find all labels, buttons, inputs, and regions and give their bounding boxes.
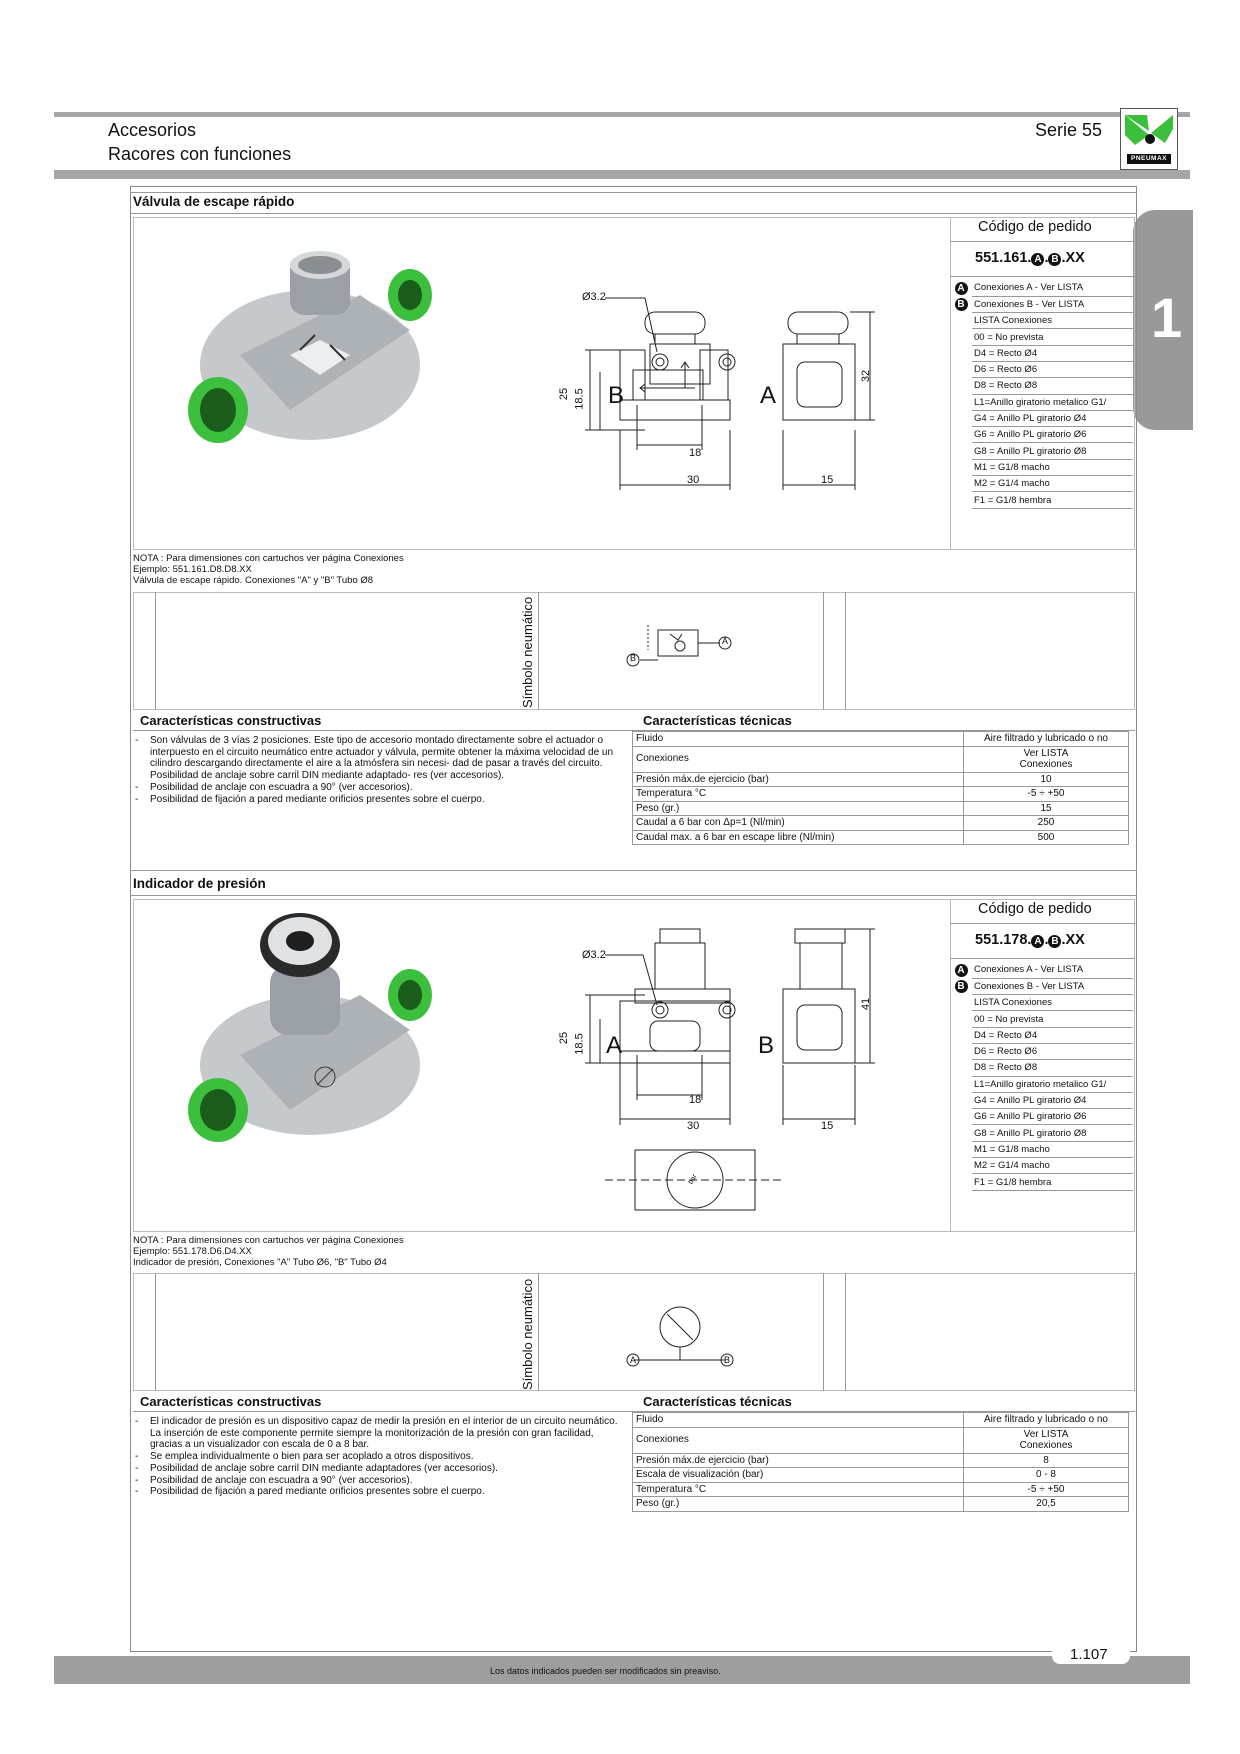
feature-item: - Se emplea individualmente o bien para ser acoplado a otros dispositivos.	[133, 1451, 627, 1463]
order-row-key	[950, 492, 972, 508]
order-row-key	[950, 1141, 972, 1157]
order-title: Código de pedido	[978, 901, 1092, 917]
order-row	[950, 492, 1133, 508]
order-row-key	[950, 345, 972, 361]
order-code-suffix: .XX	[1061, 250, 1085, 266]
tech-value: 20,5	[964, 1497, 1129, 1512]
order-row-key	[950, 280, 972, 296]
tech-row	[633, 1497, 1129, 1512]
tech-label: Fluido	[633, 1413, 964, 1428]
order-row-text: 00 = No prevista	[972, 1011, 1133, 1027]
order-row	[950, 361, 1133, 377]
order-key-badge: A	[955, 964, 968, 977]
tech-value: Aire filtrado y lubricado o no	[964, 1413, 1129, 1428]
brand-logo	[1120, 108, 1178, 170]
tech-row	[633, 787, 1129, 802]
order-row-text: D6 = Recto Ø6	[972, 1043, 1133, 1059]
dim-30: 30	[687, 474, 700, 486]
order-row-text: G8 = Anillo PL giratorio Ø8	[972, 1125, 1133, 1141]
divider	[950, 276, 1135, 277]
order-row	[950, 1141, 1133, 1157]
tech-row	[633, 746, 1129, 772]
constr-title: Características constructivas	[140, 1394, 322, 1409]
order-row	[950, 995, 1133, 1011]
order-row-text: M1 = G1/8 macho	[972, 459, 1133, 475]
tech-value: 15	[964, 801, 1129, 816]
order-row-key	[950, 1027, 972, 1043]
pressure-gauge-symbol	[625, 1305, 735, 1375]
header-title-line1: Accesorios	[108, 120, 197, 140]
dim-18-5: 18.5	[573, 388, 586, 410]
tech-label: Caudal max. a 6 bar en escape libre (Nl/min)	[633, 830, 964, 845]
order-row	[950, 962, 1133, 978]
divider	[130, 213, 1137, 214]
divider	[950, 241, 1135, 242]
tech-row	[633, 732, 1129, 747]
symbol-label: Símbolo neumático	[520, 596, 535, 708]
note-line: NOTA : Para dimensiones con cartuchos ver página Conexiones	[133, 553, 404, 564]
order-code-prefix: 551.178.	[975, 932, 1032, 948]
order-row-key	[950, 1174, 972, 1190]
tech-value: Ver LISTA Conexiones	[964, 746, 1129, 772]
order-row-text: G8 = Anillo PL giratorio Ø8	[972, 443, 1133, 459]
divider	[130, 895, 1137, 896]
order-code-b: B	[1048, 253, 1061, 266]
section1-title: Válvula de escape rápido	[133, 194, 295, 209]
dim-41: 41	[860, 997, 873, 1011]
order-row-key	[950, 394, 972, 410]
note-line: Indicador de presión, Conexiones "A" Tubo Ø6, "B" Tubo Ø4	[133, 1257, 387, 1268]
dim-d32: Ø3.2	[582, 949, 606, 961]
order-row-key	[950, 995, 972, 1011]
order-row-key	[950, 1109, 972, 1125]
order-row-key	[950, 361, 972, 377]
order-row-text: L1=Anillo giratorio metalico G1/	[972, 394, 1133, 410]
tech-row	[633, 1468, 1129, 1483]
tech-value: 8	[964, 1453, 1129, 1468]
note-line: NOTA : Para dimensiones con cartuchos ver página Conexiones	[133, 1235, 404, 1246]
order-row-key	[950, 443, 972, 459]
section2-title: Indicador de presión	[133, 876, 266, 891]
order-row-text: Conexiones A - Ver LISTA	[972, 280, 1133, 296]
order-row	[950, 427, 1133, 443]
tech-value: 10	[964, 772, 1129, 787]
constr-title: Características constructivas	[140, 713, 322, 728]
order-row	[950, 459, 1133, 475]
order-title: Código de pedido	[978, 219, 1092, 235]
order-code-dot: .	[1044, 250, 1049, 266]
order-row	[950, 1011, 1133, 1027]
order-row	[950, 1125, 1133, 1141]
order-row-key	[950, 978, 972, 994]
feature-item: - Posibilidad de fijación a pared mediante orificios presentes sobre el cuerpo.	[133, 1486, 627, 1498]
header-title-line2: Racores con funciones	[108, 144, 292, 164]
dim-18: 18	[689, 1094, 702, 1106]
order-row-text: Conexiones B - Ver LISTA	[972, 296, 1133, 312]
section1-note	[133, 553, 404, 586]
port-a-label: A	[606, 1032, 623, 1059]
order-row	[950, 1158, 1133, 1174]
header-top-rule	[54, 112, 1190, 117]
order-row	[950, 443, 1133, 459]
tech-label: Conexiones	[633, 1427, 964, 1453]
symbol-port-b: B	[630, 653, 637, 663]
feature-item: - Posibilidad de anclaje sobre carril DIN mediante adaptadores (ver accesorios).	[133, 1463, 627, 1475]
tech-label: Fluido	[633, 732, 964, 747]
order-row-text: D4 = Recto Ø4	[972, 1027, 1133, 1043]
header-bottom-rule	[54, 170, 1190, 179]
tech-label: Conexiones	[633, 746, 964, 772]
tech-row	[633, 1453, 1129, 1468]
section1-tech-table	[632, 731, 1129, 845]
order-row	[950, 394, 1133, 410]
tech-row	[633, 1413, 1129, 1428]
order-row-text: LISTA Conexiones	[972, 313, 1133, 329]
order-row-text: F1 = G1/8 hembra	[972, 492, 1133, 508]
order-row	[950, 1109, 1133, 1125]
divider	[845, 1273, 846, 1391]
order-row-key	[950, 1076, 972, 1092]
section1-features	[133, 735, 627, 805]
order-code-a: A	[1031, 253, 1044, 266]
order-row-key	[950, 378, 972, 394]
section2-features	[133, 1416, 627, 1498]
port-b-label: B	[608, 382, 625, 409]
order-row-key	[950, 296, 972, 312]
order-row	[950, 1076, 1133, 1092]
order-row-text: G4 = Anillo PL giratorio Ø4	[972, 1092, 1133, 1108]
tech-row	[633, 1482, 1129, 1497]
quick-exhaust-valve-photo	[180, 235, 450, 460]
order-row	[950, 1043, 1133, 1059]
feature-item: - Son válvulas de 3 vías 2 posiciones. Este tipo de accesorio montado directamente sobre el actuador o interpuesto en el circuito neumático entre actuador y válvula, permite obtener la máxima velocidad de un cilindro descargando directamente el aire a la atmósfera sin necesi- dad de pasar a través del circuito. Posibilidad de anclaje sobre carril DIN mediante adaptado- res (ver accesorios).	[133, 735, 627, 782]
order-row-text: G6 = Anillo PL giratorio Ø6	[972, 1109, 1133, 1125]
order-row-key	[950, 962, 972, 978]
order-row-key	[950, 1158, 972, 1174]
page-number: 1.107	[1070, 1646, 1108, 1663]
port-b-label: B	[758, 1032, 775, 1059]
order-row	[950, 345, 1133, 361]
order-row-key	[950, 1011, 972, 1027]
order-row-text: M1 = G1/8 macho	[972, 1141, 1133, 1157]
order-row-key	[950, 329, 972, 345]
order-row-text: M2 = G1/4 macho	[972, 476, 1133, 492]
order-code	[975, 250, 1085, 266]
feature-item: - Posibilidad de fijación a pared mediante orificios presentes sobre el cuerpo.	[133, 794, 627, 806]
tech-value: 0 - 8	[964, 1468, 1129, 1483]
order-row	[950, 378, 1133, 394]
divider	[823, 1273, 824, 1391]
section2-note	[133, 1235, 404, 1268]
order-row	[950, 280, 1133, 296]
order-row-key	[950, 410, 972, 426]
order-code	[975, 932, 1085, 948]
divider	[155, 592, 156, 710]
order-row-text: M2 = G1/4 macho	[972, 1158, 1133, 1174]
feature-item: - Posibilidad de anclaje con escuadra a 90° (ver accesorios).	[133, 782, 627, 794]
order-row-key	[950, 313, 972, 329]
chapter-number: 1	[1151, 286, 1183, 349]
order-row	[950, 313, 1133, 329]
tech-value: 500	[964, 830, 1129, 845]
order-row-text: L1=Anillo giratorio metalico G1/	[972, 1076, 1133, 1092]
order-code-prefix: 551.161.	[975, 250, 1032, 266]
tech-row	[633, 830, 1129, 845]
divider	[845, 592, 846, 710]
order-row-key	[950, 1092, 972, 1108]
dim-25: 25	[558, 387, 571, 401]
section1-order-table	[950, 280, 1133, 509]
order-row	[950, 329, 1133, 345]
order-row-text: 00 = No prevista	[972, 329, 1133, 345]
order-row-key	[950, 1125, 972, 1141]
order-row-key	[950, 1060, 972, 1076]
tech-value: -5 ÷ +50	[964, 1482, 1129, 1497]
order-row	[950, 978, 1133, 994]
order-row	[950, 410, 1133, 426]
dim-15: 15	[821, 474, 834, 486]
tech-label: Presión máx.de ejercicio (bar)	[633, 772, 964, 787]
tech-row	[633, 1427, 1129, 1453]
order-row-text: D8 = Recto Ø8	[972, 378, 1133, 394]
tech-label: Presión máx.de ejercicio (bar)	[633, 1453, 964, 1468]
order-row-text: F1 = G1/8 hembra	[972, 1174, 1133, 1190]
order-key-badge: B	[955, 980, 968, 993]
order-row	[950, 476, 1133, 492]
chapter-tab	[1133, 210, 1193, 430]
order-row-text: G4 = Anillo PL giratorio Ø4	[972, 410, 1133, 426]
tech-row	[633, 801, 1129, 816]
dim-d32: Ø3.2	[582, 291, 606, 303]
dim-18: 18	[689, 447, 702, 459]
tech-value: Ver LISTA Conexiones	[964, 1427, 1129, 1453]
order-row-text: LISTA Conexiones	[972, 995, 1133, 1011]
symbol-port-b: B	[724, 1355, 731, 1365]
tech-row	[633, 816, 1129, 831]
symbol-label: Símbolo neumático	[520, 1278, 535, 1390]
order-row-text: D4 = Recto Ø4	[972, 345, 1133, 361]
brand-name: PNEUMAX	[1130, 155, 1167, 162]
tech-value: Aire filtrado y lubricado o no	[964, 732, 1129, 747]
divider	[130, 192, 1137, 193]
order-row	[950, 1174, 1133, 1190]
order-code-suffix: .XX	[1061, 932, 1085, 948]
feature-item: - Posibilidad de anclaje con escuadra a 90° (ver accesorios).	[133, 1475, 627, 1487]
tech-label: Temperatura °C	[633, 1482, 964, 1497]
order-row	[950, 1060, 1133, 1076]
order-row	[950, 1027, 1133, 1043]
note-line: Ejemplo: 551.178.D6.D4.XX	[133, 1246, 252, 1257]
divider	[538, 592, 539, 710]
tech-row	[633, 772, 1129, 787]
dim-15: 15	[821, 1120, 834, 1132]
order-row-text: D8 = Recto Ø8	[972, 1060, 1133, 1076]
pressure-indicator-photo	[180, 905, 450, 1145]
order-key-badge: B	[955, 298, 968, 311]
order-code-dot: .	[1044, 932, 1049, 948]
order-row-key	[950, 1043, 972, 1059]
header-series: Serie 55	[1035, 120, 1103, 140]
order-row-text: Conexiones B - Ver LISTA	[972, 978, 1133, 994]
order-row-text: Conexiones A - Ver LISTA	[972, 962, 1133, 978]
tech-label: Peso (gr.)	[633, 1497, 964, 1512]
gauge-unit-label: bar	[687, 1173, 699, 1186]
symbol-port-a: A	[630, 1355, 637, 1365]
divider	[950, 958, 1135, 959]
dim-18-5: 18.5	[573, 1033, 586, 1055]
dim-25: 25	[558, 1031, 571, 1045]
order-row-key	[950, 459, 972, 475]
dim-32: 32	[860, 369, 873, 383]
symbol-port-a: A	[722, 636, 729, 646]
tech-label: Peso (gr.)	[633, 801, 964, 816]
tech-label: Temperatura °C	[633, 787, 964, 802]
divider	[538, 1273, 539, 1391]
quick-exhaust-symbol	[620, 620, 740, 675]
order-row-text: G6 = Anillo PL giratorio Ø6	[972, 427, 1133, 443]
tech-title: Características técnicas	[643, 1394, 792, 1409]
order-row	[950, 1092, 1133, 1108]
note-line: Válvula de escape rápido. Conexiones "A" y "B" Tubo Ø8	[133, 575, 374, 586]
order-code-a: A	[1031, 935, 1044, 948]
tech-title: Características técnicas	[643, 713, 792, 728]
port-a-label: A	[760, 382, 777, 409]
pressure-indicator-drawing	[545, 925, 875, 1225]
order-row-key	[950, 427, 972, 443]
order-row-text: D6 = Recto Ø6	[972, 361, 1133, 377]
order-row	[950, 296, 1133, 312]
tech-label: Escala de visualización (bar)	[633, 1468, 964, 1483]
divider	[130, 870, 1137, 871]
tech-label: Caudal a 6 bar con Δp=1 (Nl/min)	[633, 816, 964, 831]
order-key-badge: A	[955, 282, 968, 295]
order-row-key	[950, 476, 972, 492]
divider	[950, 923, 1135, 924]
quick-exhaust-valve-drawing	[545, 290, 875, 500]
section2-order-table	[950, 962, 1133, 1191]
order-code-b: B	[1048, 935, 1061, 948]
divider	[823, 592, 824, 710]
feature-item: - El indicador de presión es un dispositivo capaz de medir la presión en el interior de un circuito neumático. La inserción de este componente permite siempre la monitorización de la presión con gran facilidad, gracias a un visualizador con escala de 0 a 8 bar.	[133, 1416, 627, 1451]
dim-30: 30	[687, 1120, 700, 1132]
section2-tech-table	[632, 1412, 1129, 1512]
divider	[155, 1273, 156, 1391]
tech-value: 250	[964, 816, 1129, 831]
note-line: Ejemplo: 551.161.D8.D8.XX	[133, 564, 252, 575]
tech-value: -5 ÷ +50	[964, 787, 1129, 802]
footer-notice: Los datos indicados pueden ser modificados sin preaviso.	[490, 1666, 721, 1676]
